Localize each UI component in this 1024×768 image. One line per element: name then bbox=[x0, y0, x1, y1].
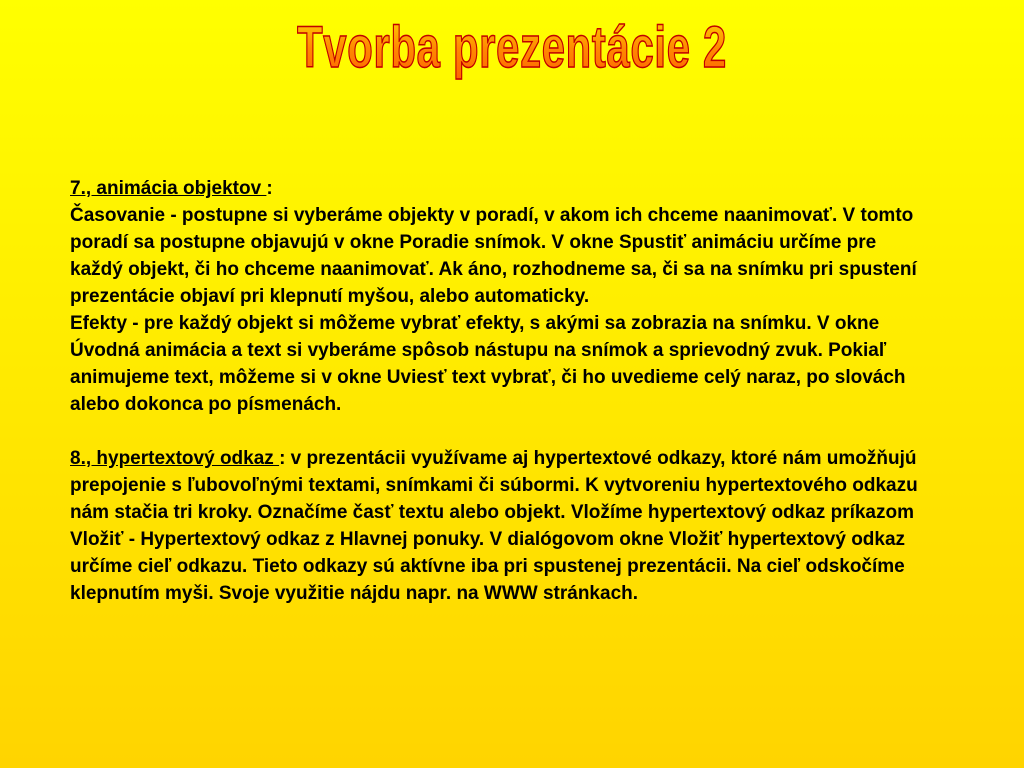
section-7-heading-suffix: : bbox=[266, 178, 273, 199]
slide-title: Tvorba prezentácie 2 bbox=[143, 8, 880, 88]
section-8-paragraph bbox=[70, 445, 930, 607]
paragraph-spacer bbox=[70, 418, 930, 445]
section-7-paragraph-timing: Časovanie - postupne si vyberáme objekty v poradí, v akom ich chceme naanimovať. V tomto poradí sa postupne objavujú v okne Poradie snímok. V okne Spustiť animáciu určíme pre každý objekt, či ho chceme naanimovať. Ak áno, rozhodneme sa, či sa na snímku pri spustení prezentácie objaví pri klepnutí myšou, alebo automaticky. bbox=[70, 205, 917, 307]
section-8-text: : v prezentácii využívame aj hypertextové odkazy, ktoré nám umožňujú prepojenie s ľubovoľnými textami, snímkami či súbormi. K vytvoreniu hypertextového odkazu nám stačia tri kroky. Označíme časť textu alebo objekt. Vložíme hypertextový odkaz príkazom Vložiť - Hypertextový odkaz z Hlavnej ponuky. V dialógovom okne Vložiť hypertextový odkaz určíme cieľ odkazu. Tieto odkazy sú aktívne iba pri spustenej prezentácii. Na cieľ odskočíme klepnutím myši. Svoje využitie nájdu napr. na WWW stránkach. bbox=[70, 448, 918, 604]
section-8-heading: 8., hypertextový odkaz bbox=[70, 448, 280, 469]
slide-body bbox=[70, 175, 930, 607]
section-7-heading-line bbox=[70, 175, 930, 202]
section-7-paragraph-effects: Efekty - pre každý objekt si môžeme vybrať efekty, s akými sa zobrazia na snímku. V okne Úvodná animácia a text si vyberáme spôsob nástupu na snímok a sprievodný zvuk. Pokiaľ animujeme text, môžeme si v okne Uviesť text vybrať, či ho uvedieme celý naraz, po slovách alebo dokonca po písmenách. bbox=[70, 313, 906, 415]
section-7-heading: 7., animácia objektov bbox=[70, 178, 267, 199]
